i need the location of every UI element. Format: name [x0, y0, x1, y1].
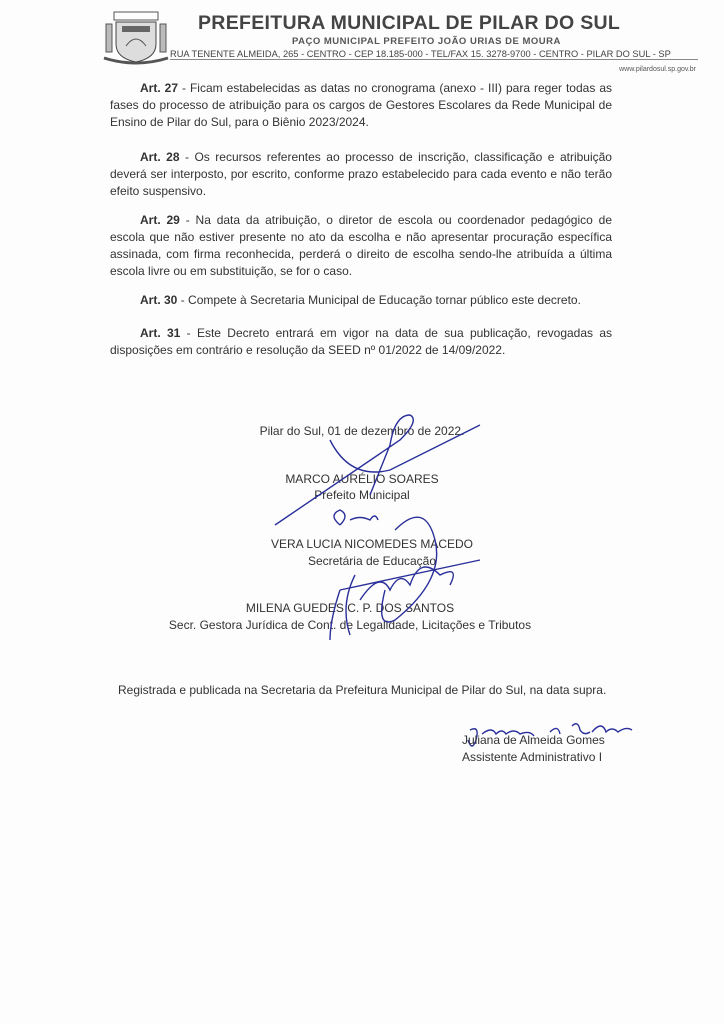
article-text: - Compete à Secretaria Municipal de Educação tornar público este decreto. [177, 293, 581, 307]
signatory-role: Secretária de Educação [307, 554, 437, 568]
signatory-name: MILENA GUEDES C. P. DOS SANTOS [245, 601, 455, 615]
article-text: - Os recursos referentes ao processo de inscrição, classificação e atribuição deverá ser interposto, por escrito, conforme prazo estabelecido para cada evento e não terão efeito suspensivo. [110, 150, 612, 198]
registration-note: Registrada e publicada na Secretaria da Prefeitura Municipal de Pilar do Sul, na data supra. [118, 683, 607, 697]
header-divider [170, 59, 698, 60]
header-title: PREFEITURA MUNICIPAL DE PILAR DO SUL [198, 12, 621, 34]
article-31 [110, 325, 612, 359]
registrar-name: Juliana de Almeida Gomes [462, 733, 605, 747]
header-subtitle: PAÇO MUNICIPAL PREFEITO JOÃO URIAS DE MOURA [292, 36, 561, 47]
article-label: Art. 31 [140, 326, 181, 340]
registrar-role: Assistente Administrativo I [462, 750, 603, 764]
signatory-name: VERA LUCIA NICOMEDES MACEDO [270, 537, 474, 551]
header-website: www.pilardosul.sp.gov.br [619, 66, 696, 73]
article-text: - Ficam estabelecidas as datas no cronograma (anexo - III) para reger todas as fases do processo de atribuição para os cargos de Gestores Escolares da Rede Municipal de Ensino de Pilar do Sul, para o Biênio 2023/2024. [110, 81, 612, 129]
date-line: Pilar do Sul, 01 de dezembro de 2022. [259, 424, 465, 438]
article-27 [110, 80, 612, 131]
article-28 [110, 149, 612, 200]
article-label: Art. 29 [140, 213, 180, 227]
article-30 [110, 292, 612, 309]
municipal-crest-logo [100, 10, 172, 66]
signatory-role: Prefeito Municipal [314, 488, 410, 502]
article-text: - Na data da atribuição, o diretor de escola ou coordenador pedagógico de escola que não estiver presente no ato da escolha e não apresentar procuração específica assinada, com firma reconhecida, perderá o direito de escolha sendo-lhe atribuída a última escola livre ou em substituição, se for o caso. [110, 213, 612, 278]
article-label: Art. 28 [140, 150, 180, 164]
article-label: Art. 30 [140, 293, 178, 307]
signatory-name: MARCO AURÉLIO SOARES [285, 472, 439, 486]
header-address: RUA TENENTE ALMEIDA, 265 - CENTRO - CEP 18.185-000 - TEL/FAX 15. 3278-9700 - CENTRO - PILAR DO SUL - SP [170, 49, 671, 59]
signatory-role: Secr. Gestora Jurídica de Cont. de Legalidade, Licitações e Tributos [168, 618, 532, 632]
article-text: - Este Decreto entrará em vigor na data de sua publicação, revogadas as disposições em contrário e resolução da SEED nº 01/2022 de 14/09/2022. [110, 326, 613, 357]
article-29 [110, 212, 612, 280]
article-label: Art. 27 [140, 81, 178, 95]
